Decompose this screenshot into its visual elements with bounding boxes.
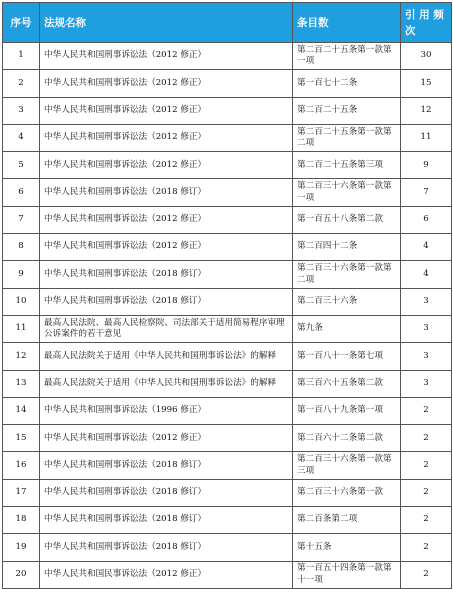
cell-frequency: 9 bbox=[401, 152, 452, 179]
cell-index: 1 bbox=[3, 43, 40, 70]
cell-index: 13 bbox=[3, 370, 40, 397]
cell-frequency: 4 bbox=[401, 234, 452, 261]
cell-article: 第九条 bbox=[293, 315, 401, 342]
table-row bbox=[3, 425, 452, 452]
cell-article: 第二百条第二项 bbox=[293, 507, 401, 534]
cell-frequency: 2 bbox=[401, 397, 452, 424]
table-row bbox=[3, 507, 452, 534]
cell-frequency: 3 bbox=[401, 315, 452, 342]
cell-article: 第二百二十五条 bbox=[293, 97, 401, 124]
cell-index: 12 bbox=[3, 343, 40, 370]
table-row bbox=[3, 43, 452, 70]
cell-article: 第二百二十五条第一款第一项 bbox=[293, 43, 401, 70]
table-row bbox=[3, 397, 452, 424]
cell-frequency: 3 bbox=[401, 288, 452, 315]
cell-index: 9 bbox=[3, 261, 40, 288]
cell-frequency: 2 bbox=[401, 425, 452, 452]
table-row bbox=[3, 370, 452, 397]
cell-law-name: 最高人民法院关于适用《中华人民共和国刑事诉讼法》的解释 bbox=[40, 343, 293, 370]
cell-index: 19 bbox=[3, 534, 40, 561]
cell-index: 3 bbox=[3, 97, 40, 124]
cell-law-name: 中华人民共和国刑事诉讼法（2012 修正） bbox=[40, 152, 293, 179]
table-row bbox=[3, 534, 452, 561]
table-row bbox=[3, 152, 452, 179]
table-row bbox=[3, 343, 452, 370]
cell-index: 10 bbox=[3, 288, 40, 315]
cell-law-name: 中华人民共和国刑事诉讼法（2012 修正） bbox=[40, 97, 293, 124]
table-row bbox=[3, 452, 452, 479]
cell-frequency: 3 bbox=[401, 343, 452, 370]
cell-frequency: 3 bbox=[401, 370, 452, 397]
cell-article: 第二百六十二条第二款 bbox=[293, 425, 401, 452]
cell-index: 11 bbox=[3, 315, 40, 342]
cell-frequency: 7 bbox=[401, 179, 452, 206]
cell-frequency: 6 bbox=[401, 206, 452, 233]
cell-index: 18 bbox=[3, 507, 40, 534]
cell-article: 第二百四十二条 bbox=[293, 234, 401, 261]
citation-table bbox=[2, 2, 452, 589]
cell-index: 4 bbox=[3, 124, 40, 151]
table-row bbox=[3, 261, 452, 288]
cell-law-name: 中华人民共和国刑事诉讼法（2018 修订） bbox=[40, 179, 293, 206]
header-law-name: 法规名称 bbox=[40, 3, 293, 43]
cell-index: 5 bbox=[3, 152, 40, 179]
cell-article: 第二百二十五条第三项 bbox=[293, 152, 401, 179]
cell-frequency: 2 bbox=[401, 479, 452, 506]
table-row bbox=[3, 288, 452, 315]
cell-law-name: 最高人民法院关于适用《中华人民共和国刑事诉讼法》的解释 bbox=[40, 370, 293, 397]
table-row bbox=[3, 234, 452, 261]
table-row bbox=[3, 561, 452, 588]
header-index: 序号 bbox=[3, 3, 40, 43]
cell-frequency: 30 bbox=[401, 43, 452, 70]
cell-law-name: 中华人民共和国刑事诉讼法（1996 修正） bbox=[40, 397, 293, 424]
cell-article: 第一百七十二条 bbox=[293, 70, 401, 97]
cell-index: 15 bbox=[3, 425, 40, 452]
cell-article: 第二百三十六条 bbox=[293, 288, 401, 315]
cell-law-name: 中华人民共和国刑事诉讼法（2018 修订） bbox=[40, 452, 293, 479]
cell-article: 第三百六十五条第二款 bbox=[293, 370, 401, 397]
cell-article: 第二百三十六条第一款第三项 bbox=[293, 452, 401, 479]
cell-frequency: 11 bbox=[401, 124, 452, 151]
cell-frequency: 2 bbox=[401, 534, 452, 561]
cell-law-name: 中华人民共和国民事诉讼法（2012 修正） bbox=[40, 561, 293, 588]
cell-frequency: 4 bbox=[401, 261, 452, 288]
cell-law-name: 最高人民法院、最高人民检察院、司法部关于适用简易程序审理公诉案件的若干意见 bbox=[40, 315, 293, 342]
cell-article: 第二百二十五条第一款第二项 bbox=[293, 124, 401, 151]
cell-frequency: 12 bbox=[401, 97, 452, 124]
cell-law-name: 中华人民共和国刑事诉讼法（2018 修订） bbox=[40, 479, 293, 506]
table-row bbox=[3, 70, 452, 97]
cell-article: 第二百三十六条第一款第二项 bbox=[293, 261, 401, 288]
cell-frequency: 15 bbox=[401, 70, 452, 97]
cell-law-name: 中华人民共和国刑事诉讼法（2018 修订） bbox=[40, 261, 293, 288]
header-article: 条目数 bbox=[293, 3, 401, 43]
table-row bbox=[3, 179, 452, 206]
table-row bbox=[3, 479, 452, 506]
cell-law-name: 中华人民共和国刑事诉讼法（2018 修订） bbox=[40, 534, 293, 561]
cell-index: 14 bbox=[3, 397, 40, 424]
table-header-row bbox=[3, 3, 452, 43]
cell-article: 第一百八十一条第七项 bbox=[293, 343, 401, 370]
header-frequency: 引 用 频次 bbox=[401, 3, 452, 43]
cell-index: 16 bbox=[3, 452, 40, 479]
cell-law-name: 中华人民共和国刑事诉讼法（2012 修正） bbox=[40, 124, 293, 151]
cell-article: 第一百八十九条第一项 bbox=[293, 397, 401, 424]
cell-law-name: 中华人民共和国刑事诉讼法（2012 修正） bbox=[40, 206, 293, 233]
cell-index: 6 bbox=[3, 179, 40, 206]
cell-law-name: 中华人民共和国刑事诉讼法（2012 修正） bbox=[40, 70, 293, 97]
cell-law-name: 中华人民共和国刑事诉讼法（2012 修正） bbox=[40, 234, 293, 261]
cell-index: 20 bbox=[3, 561, 40, 588]
cell-article: 第一百五十四条第一款第十一项 bbox=[293, 561, 401, 588]
cell-index: 2 bbox=[3, 70, 40, 97]
cell-law-name: 中华人民共和国刑事诉讼法（2012 修正） bbox=[40, 425, 293, 452]
table-row bbox=[3, 315, 452, 342]
table-row bbox=[3, 206, 452, 233]
cell-article: 第一百五十八条第二款 bbox=[293, 206, 401, 233]
cell-law-name: 中华人民共和国刑事诉讼法（2018 修订） bbox=[40, 288, 293, 315]
cell-article: 第二百三十六条第一款第一项 bbox=[293, 179, 401, 206]
cell-frequency: 2 bbox=[401, 452, 452, 479]
table-row bbox=[3, 124, 452, 151]
cell-frequency: 2 bbox=[401, 561, 452, 588]
cell-frequency: 2 bbox=[401, 507, 452, 534]
cell-index: 8 bbox=[3, 234, 40, 261]
cell-law-name: 中华人民共和国刑事诉讼法（2018 修订） bbox=[40, 507, 293, 534]
cell-article: 第二百三十六条第一款 bbox=[293, 479, 401, 506]
cell-article: 第十五条 bbox=[293, 534, 401, 561]
cell-index: 7 bbox=[3, 206, 40, 233]
table-row bbox=[3, 97, 452, 124]
cell-law-name: 中华人民共和国刑事诉讼法（2012 修正） bbox=[40, 43, 293, 70]
cell-index: 17 bbox=[3, 479, 40, 506]
